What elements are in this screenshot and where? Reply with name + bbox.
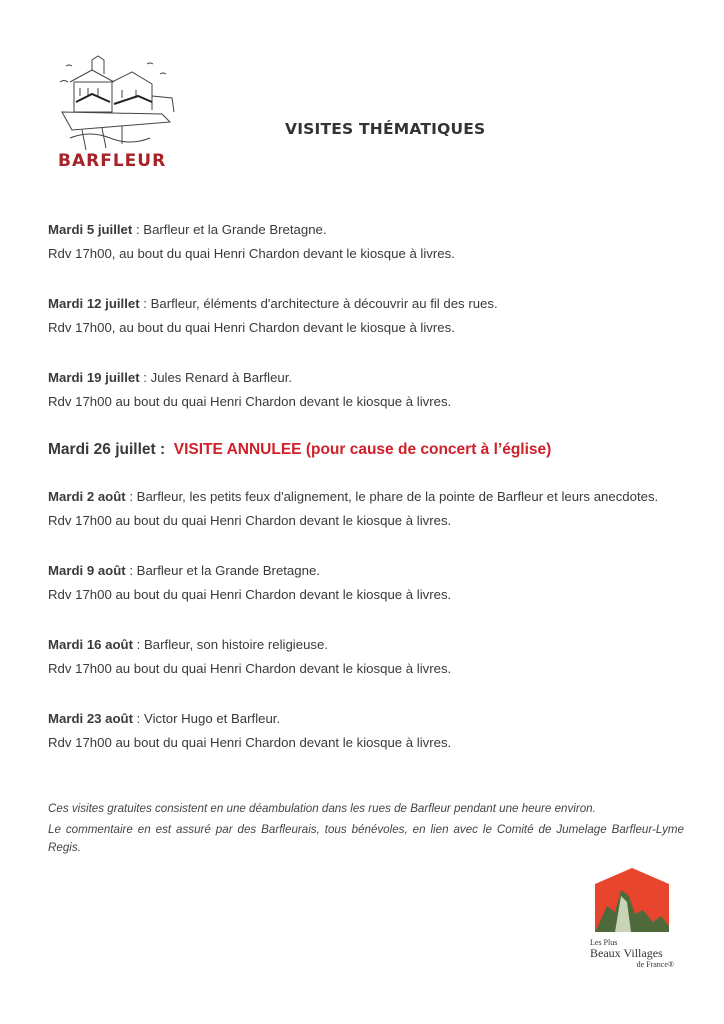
event-headline [48,707,684,731]
event-separator: : [125,489,137,504]
event-date: Mardi 16 août [48,637,134,652]
badge-line1: Les Plus [590,938,618,947]
event-headline [48,292,684,316]
event-item-cancelled [48,437,684,463]
event-date: Mardi 9 août [48,563,126,578]
event-rdv: Rdv 17h00 au bout du quai Henri Chardon devant le kiosque à livres. [48,587,452,602]
event-topic: Barfleur, éléments d'architecture à découvrir au fil des rues. [150,296,498,311]
event-date: Mardi 12 juillet [48,296,140,311]
event-headline [48,218,684,242]
event-item [48,218,684,266]
event-rdv: Rdv 17h00, au bout du quai Henri Chardon devant le kiosque à livres. [48,246,455,261]
event-item [48,707,684,755]
event-date: Mardi 5 juillet [48,222,133,237]
event-date: Mardi 2 août [48,489,126,504]
cancellation-notice: VISITE ANNULEE (pour cause de concert à l’église) [173,441,552,458]
event-headline [48,559,684,583]
event-item [48,366,684,414]
event-topic: Victor Hugo et Barfleur. [144,711,281,726]
event-topic: Barfleur, son histoire religieuse. [144,637,329,652]
event-headline [48,633,684,657]
event-headline [48,437,684,463]
barfleur-logo-text: BARFLEUR [58,151,167,171]
event-topic: Jules Renard à Barfleur. [150,370,293,385]
note-free-visits: Ces visites gratuites consistent en une déambulation dans les rues de Barfleur pendant une heure environ. [48,802,596,815]
footer-notes [48,800,684,860]
event-rdv: Rdv 17h00 au bout du quai Henri Chardon devant le kiosque à livres. [48,735,452,750]
event-rdv: Rdv 17h00 au bout du quai Henri Chardon devant le kiosque à livres. [48,513,452,528]
event-date: Mardi 19 juillet [48,370,140,385]
event-topic: Barfleur et la Grande Bretagne. [136,563,320,578]
event-rdv: Rdv 17h00, au bout du quai Henri Chardon devant le kiosque à livres. [48,320,455,335]
note-volunteers: Le commentaire en est assuré par des Barfleurais, tous bénévoles, en lien avec le Comité de Jumelage Barfleur-Lyme Regis. [48,823,684,854]
event-topic: Barfleur, les petits feux d'alignement, le phare de la pointe de Barfleur et leurs anecdotes. [136,489,659,504]
event-separator: : [133,637,145,652]
event-item [48,559,684,607]
plus-beaux-villages-text [590,938,680,969]
event-item [48,292,684,340]
event-list [48,218,684,781]
event-separator: : [139,296,151,311]
badge-line2: Beaux Villages [590,946,663,960]
event-date: Mardi 26 juillet : [48,441,166,458]
event-headline [48,366,684,390]
event-separator: : [132,222,144,237]
event-separator: : [139,370,151,385]
event-headline [48,485,684,509]
event-item [48,633,684,681]
event-topic: Barfleur et la Grande Bretagne. [143,222,327,237]
event-separator: : [125,563,137,578]
page-title: VISITES THÉMATIQUES [285,120,486,138]
event-rdv: Rdv 17h00 au bout du quai Henri Chardon devant le kiosque à livres. [48,661,452,676]
badge-line3: de France® [636,960,674,969]
event-separator: : [133,711,145,726]
event-rdv: Rdv 17h00 au bout du quai Henri Chardon devant le kiosque à livres. [48,394,452,409]
event-date: Mardi 23 août [48,711,134,726]
event-item [48,485,684,533]
